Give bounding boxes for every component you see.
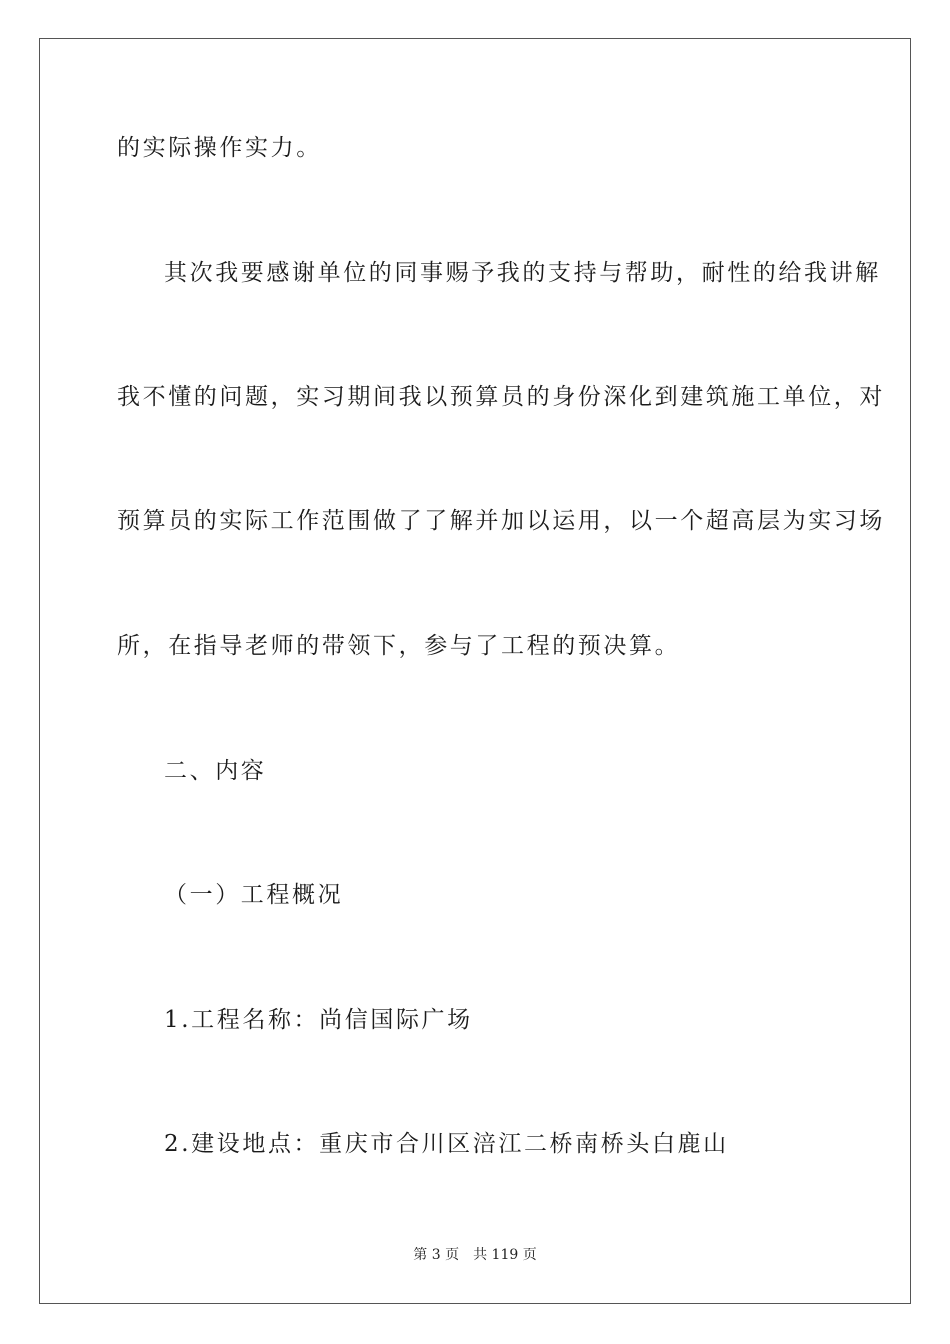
list-item-project-name: 1.工程名称：尚信国际广场 [164, 1007, 473, 1033]
section-heading-content: 二、内容 [164, 758, 267, 784]
subsection-heading-overview: （一）工程概况 [164, 882, 344, 908]
page-number: 第 3 页 [413, 1247, 460, 1263]
page-footer [0, 1246, 950, 1264]
paragraph-start-line: 其次我要感谢单位的同事赐予我的支持与帮助，耐性的给我讲解 [164, 260, 881, 286]
page-border [39, 38, 911, 1304]
body-text-line-5: 所，在指导老师的带领下，参与了工程的预决算。 [117, 633, 681, 659]
list-item-location: 2.建设地点：重庆市合川区涪江二桥南桥头白鹿山 [164, 1131, 729, 1157]
body-text-line-4: 预算员的实际工作范围做了了解并加以运用，以一个超高层为实习场 [117, 508, 885, 534]
body-text-line-3: 我不懂的问题，实习期间我以预算员的身份深化到建筑施工单位，对 [117, 384, 885, 410]
total-pages: 共 119 页 [473, 1247, 537, 1263]
body-text-line-1: 的实际操作实力。 [117, 135, 322, 161]
